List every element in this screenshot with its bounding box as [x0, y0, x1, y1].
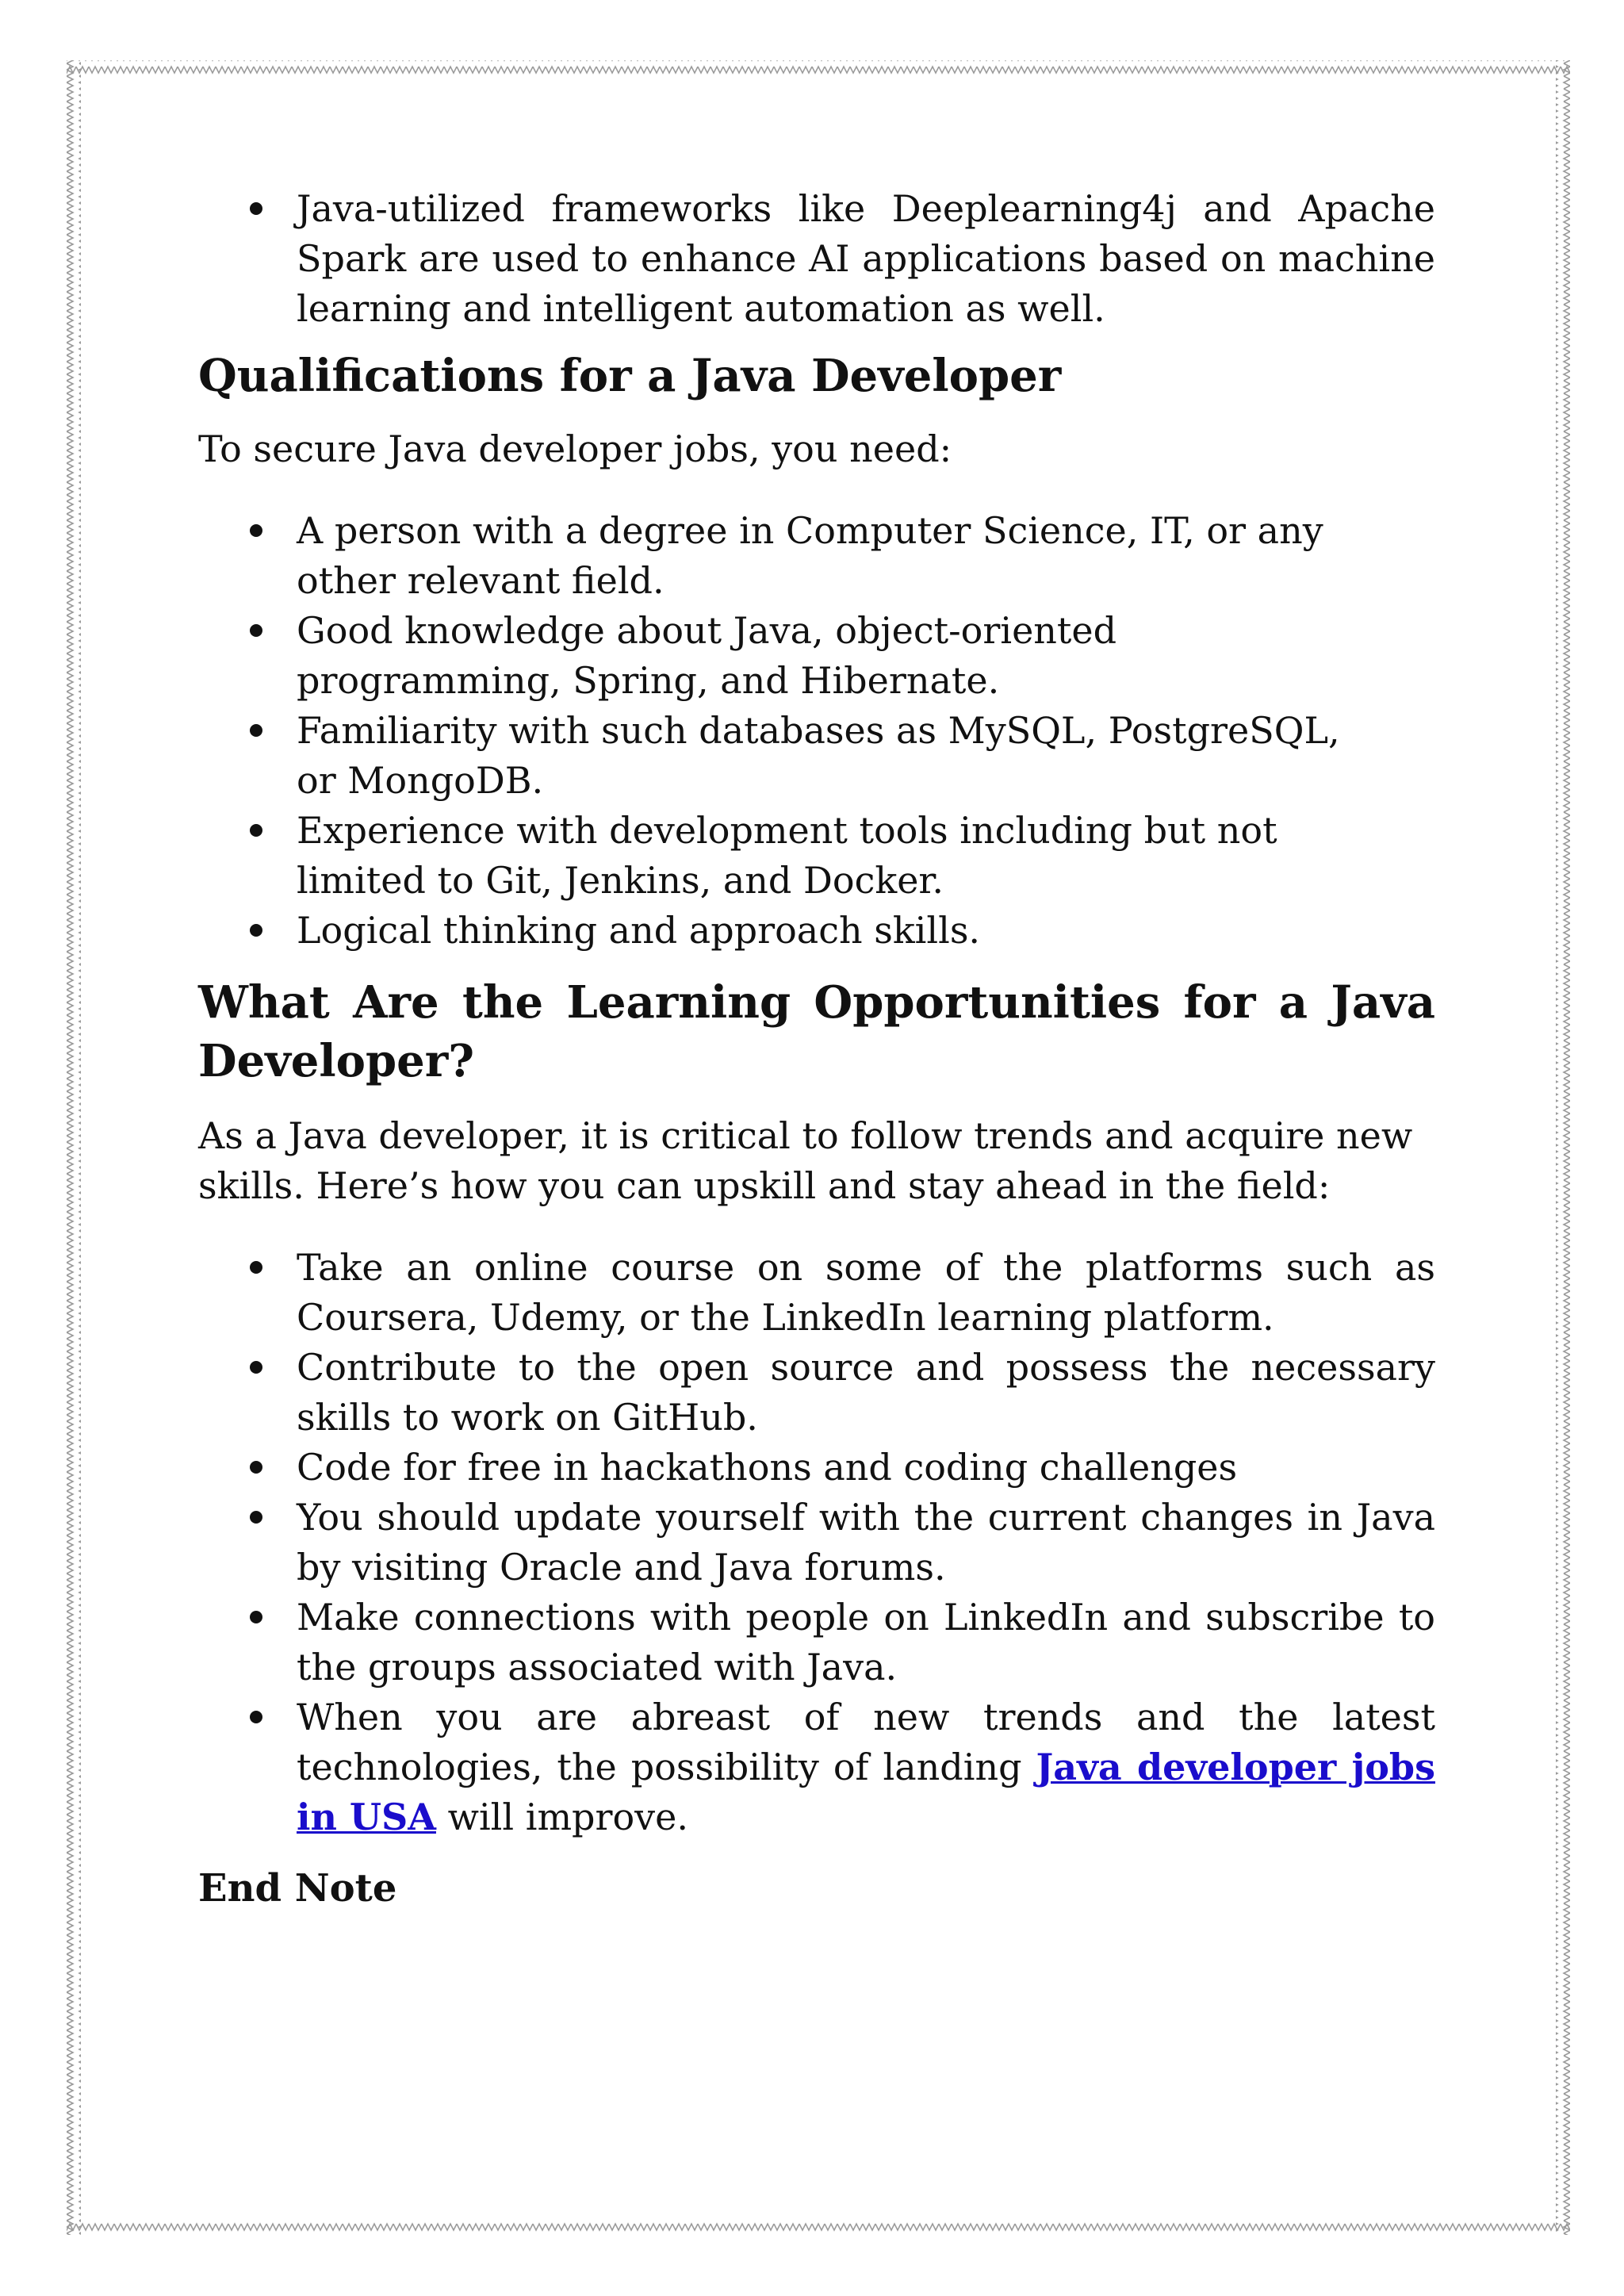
- bullet-icon: [250, 624, 262, 637]
- learning-intro: As a Java developer, it is critical to follow trends and acquire new skills. Here’s how you can upskill and stay ahead in the field:: [198, 1114, 1413, 1207]
- list-item: Good knowledge about Java, object-oriented programming, Spring, and Hibernate.: [198, 606, 1372, 706]
- list-item: Experience with development tools including but not limited to Git, Jenkins, and Docker.: [198, 806, 1372, 906]
- list-item: You should update yourself with the current changes in Java by visiting Oracle and Java forums.: [198, 1493, 1435, 1593]
- list-item: Make connections with people on LinkedIn and subscribe to the groups associated with Java.: [198, 1593, 1435, 1692]
- list-item: Take an online course on some of the platforms such as Coursera, Udemy, or the LinkedIn learning platform.: [198, 1243, 1435, 1343]
- qualifications-intro: To secure Java developer jobs, you need:: [198, 427, 952, 470]
- bullet-icon: [250, 1511, 262, 1524]
- bullet-icon: [250, 1611, 262, 1623]
- bullet-icon: [250, 1461, 262, 1474]
- bullet-icon: [250, 1711, 262, 1723]
- bullet-icon: [250, 1261, 262, 1274]
- bullet-icon: [250, 202, 262, 215]
- bullet-icon: [250, 924, 262, 937]
- list-item: Logical thinking and approach skills.: [198, 906, 1372, 956]
- document-body: [198, 184, 1435, 1914]
- list-item: Familiarity with such databases as MySQL, PostgreSQL, or MongoDB.: [198, 706, 1372, 806]
- bullet-icon: [250, 824, 262, 837]
- learning-heading: What Are the Learning Opportunities for a Java Developer?: [198, 976, 1435, 1087]
- bullet-icon: [250, 524, 262, 537]
- bullet-icon: [250, 724, 262, 737]
- list-item: When you are abreast of new trends and the latest technologies, the possibility of landing Java developer jobs in USA will improve.: [198, 1692, 1435, 1842]
- qualifications-list: [198, 506, 1372, 956]
- list-item: Contribute to the open source and possess the necessary skills to work on GitHub.: [198, 1343, 1435, 1443]
- list-item: Code for free in hackathons and coding challenges: [198, 1443, 1435, 1493]
- qualifications-heading: Qualifications for a Java Developer: [198, 350, 1062, 402]
- list-item: Java-utilized frameworks like Deeplearning4j and Apache Spark are used to enhance AI applications based on machine learning and intelligent automation as well.: [198, 184, 1435, 334]
- learning-list: [198, 1243, 1435, 1842]
- bullet-icon: [250, 1361, 262, 1374]
- java-jobs-usa-link[interactable]: Java developer jobs in USA: [297, 1746, 1435, 1838]
- list-item: A person with a degree in Computer Science, IT, or any other relevant field.: [198, 506, 1372, 606]
- top-bullet-list: [198, 184, 1435, 334]
- end-note-heading: End Note: [198, 1866, 397, 1911]
